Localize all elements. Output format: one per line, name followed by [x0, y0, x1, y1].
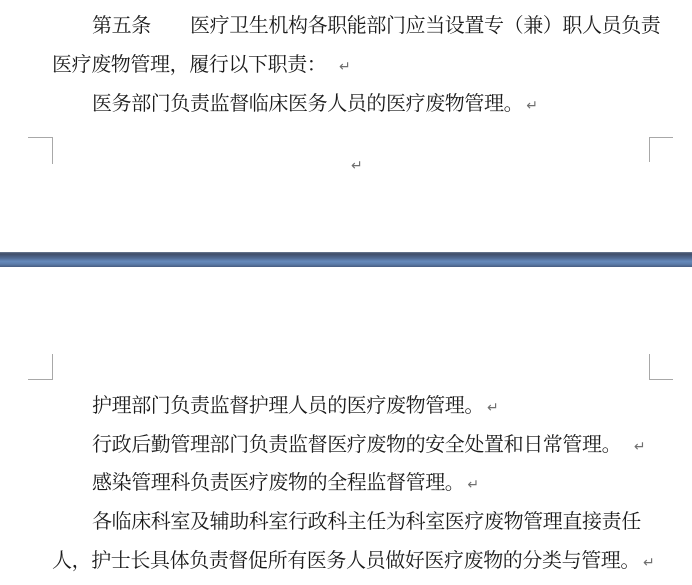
paragraph-line[interactable] — [92, 472, 479, 496]
pilcrow-icon: ↵ — [339, 59, 351, 75]
paragraph-text: 医务部门负责监督临床医务人员的医疗废物管理。 — [92, 93, 524, 115]
paragraph-text: 护理部门负责监督护理人员的医疗废物管理。 — [92, 395, 484, 417]
margin-corner-mark — [649, 137, 673, 162]
pilcrow-icon: ↵ — [351, 158, 363, 174]
pilcrow-icon: ↵ — [487, 400, 499, 416]
paragraph-line[interactable] — [52, 550, 655, 574]
paragraph-text: 第五条 医疗卫生机构各职能部门应当设置专（兼）职人员负责 — [92, 15, 661, 37]
paragraph-text: 医疗废物管理，履行以下职责： — [52, 54, 336, 76]
paragraph-text: 行政后勤管理部门负责监督医疗废物的安全处置和日常管理。 — [92, 434, 631, 456]
margin-corner-mark — [649, 354, 673, 380]
paragraph-line[interactable] — [92, 93, 538, 117]
paragraph-line[interactable] — [52, 54, 351, 78]
page-break-divider[interactable] — [0, 252, 692, 267]
margin-corner-mark — [28, 137, 53, 164]
pilcrow-icon: ↵ — [467, 477, 480, 493]
margin-corner-mark — [28, 354, 53, 380]
pilcrow-icon: ↵ — [526, 98, 538, 114]
pilcrow-icon: ↵ — [643, 555, 655, 571]
paragraph-line[interactable] — [92, 395, 499, 419]
paragraph-line[interactable] — [92, 511, 644, 535]
paragraph-line[interactable] — [92, 434, 646, 458]
paragraph-line[interactable] — [92, 15, 663, 39]
paragraph-text: 各临床科室及辅助科室行政科主任为科室医疗废物管理直接责任 — [92, 511, 641, 533]
pilcrow-icon: ↵ — [633, 439, 646, 455]
paragraph-text: 人，护士长具体负责督促所有医务人员做好医疗废物的分类与管理。 — [52, 550, 640, 572]
paragraph-text: 感染管理科负责医疗废物的全程监督管理。 — [92, 472, 465, 494]
